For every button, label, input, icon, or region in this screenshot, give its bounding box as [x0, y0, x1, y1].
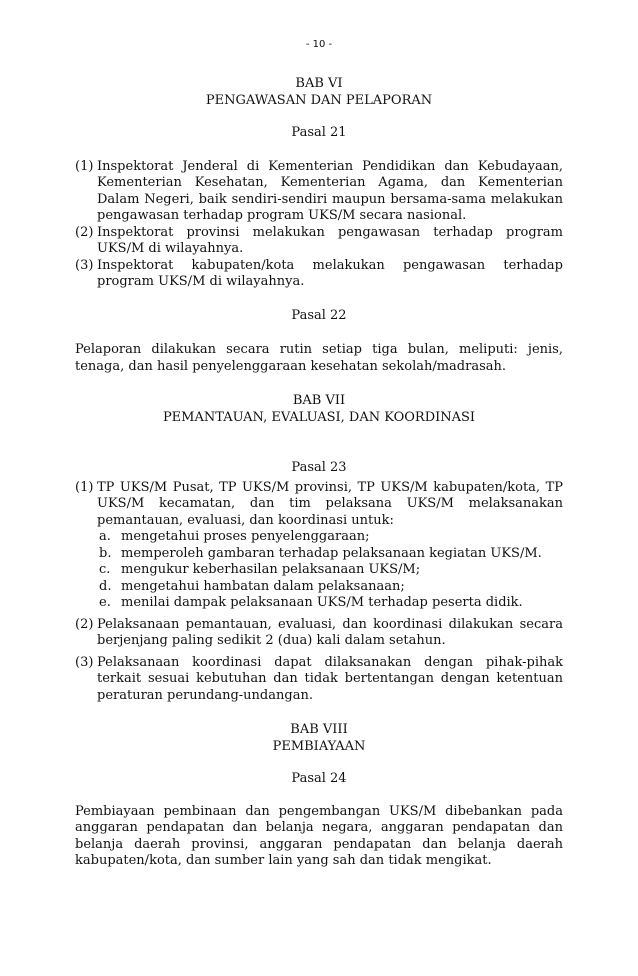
document-body: [75, 76, 563, 870]
pasal24-heading: Pasal 24: [291, 771, 347, 786]
subitem-label: e.: [99, 595, 111, 610]
item-text: Pelaksanaan pemantauan, evaluasi, dan koordinasi dilakukan secara berjenjang paling sedikit 2 (dua) kali dalam setahun.: [97, 616, 563, 648]
bab8-subtitle: PEMBIAYAAN: [272, 738, 366, 754]
subitem-text: mengukur keberhasilan pelaksanaan UKS/M;: [121, 562, 421, 577]
pasal23-subitem-b: [97, 546, 563, 563]
bab7-subtitle: PEMANTAUAN, EVALUASI, DAN KOORDINASI: [162, 409, 476, 425]
bab6-title: BAB VI: [295, 76, 343, 91]
subitem-text: menilai dampak pelaksanaan UKS/M terhadap peserta didik.: [121, 595, 523, 610]
item-text: Inspektorat Jenderal di Kementerian Pendidikan dan Kebudayaan, Kementerian Kesehatan, Kementerian Agama, dan Kementerian Dalam Negeri, baik sendiri-sendiri maupun bersama-sama melakukan pengawasan terhadap program UKS/M secara nasional.: [97, 158, 563, 223]
bab6-subtitle: PENGAWASAN DAN PELAPORAN: [205, 92, 433, 108]
pasal23-subitem-c: [97, 562, 563, 579]
bab8-title: BAB VIII: [290, 722, 348, 737]
pasal22-text: Pelaporan dilakukan secara rutin setiap tiga bulan, meliputi: jenis, tenaga, dan hasil penyelenggaraan kesehatan sekolah/madrasah.: [75, 342, 563, 374]
pasal23-subitem-e: [97, 595, 563, 612]
item-text: Inspektorat kabupaten/kota melakukan pengawasan terhadap program UKS/M di wilayahnya.: [97, 257, 563, 289]
page-number: - 10 -: [305, 39, 333, 50]
item-text: Inspektorat provinsi melakukan pengawasan terhadap program UKS/M di wilayahnya.: [97, 224, 563, 256]
item-label: (3): [75, 654, 94, 670]
pasal23-item-2: [75, 617, 563, 650]
pasal23-heading: Pasal 23: [291, 460, 347, 475]
pasal22-heading: Pasal 22: [291, 307, 347, 323]
subitem-text: mengetahui proses penyelenggaraan;: [121, 529, 370, 544]
subitem-label: d.: [99, 578, 112, 594]
item-label: (2): [75, 616, 94, 632]
pasal23-item-3: [75, 655, 563, 705]
item-label: (1): [75, 479, 94, 495]
subitem-text: memperoleh gambaran terhadap pelaksanaan kegiatan UKS/M.: [121, 545, 542, 561]
subitem-label: c.: [99, 562, 111, 577]
pasal21-item-3: [75, 258, 563, 291]
subitem-label: b.: [99, 545, 112, 561]
item-text: TP UKS/M Pusat, TP UKS/M provinsi, TP UKS/M kabupaten/kota, TP UKS/M kecamatan, dan tim pelaksana UKS/M melaksanakan pemantauan, evaluasi, dan koordinasi untuk:: [97, 479, 563, 528]
pasal23-subitem-d: [97, 579, 563, 596]
pasal24-text: Pembiayaan pembinaan dan pengembangan UKS/M dibebankan pada anggaran pendapatan dan belanja negara, anggaran pendapatan dan belanja daerah provinsi, anggaran pendapatan dan belanja daerah kabupaten/kota, dan sumber lain yang sah dan tidak mengikat.: [75, 803, 563, 868]
pasal23-item-1: [75, 480, 563, 530]
subitem-text: mengetahui hambatan dalam pelaksanaan;: [121, 578, 405, 594]
pasal23-list: [75, 480, 563, 705]
subitem-label: a.: [99, 529, 111, 544]
pasal21-heading: Pasal 21: [291, 125, 347, 140]
pasal21-item-1: [75, 159, 563, 225]
pasal21-list: [75, 159, 563, 291]
item-label: (1): [75, 158, 94, 174]
pasal21-item-2: [75, 225, 563, 258]
item-label: (3): [75, 257, 94, 273]
pasal23-subitem-a: [97, 529, 563, 546]
bab7-title: BAB VII: [292, 393, 346, 408]
item-label: (2): [75, 224, 94, 240]
item-text: Pelaksanaan koordinasi dapat dilaksanakan dengan pihak-pihak terkait sesuai kebutuhan dan tidak bertentangan dengan ketentuan peraturan perundang-undangan.: [97, 654, 563, 703]
